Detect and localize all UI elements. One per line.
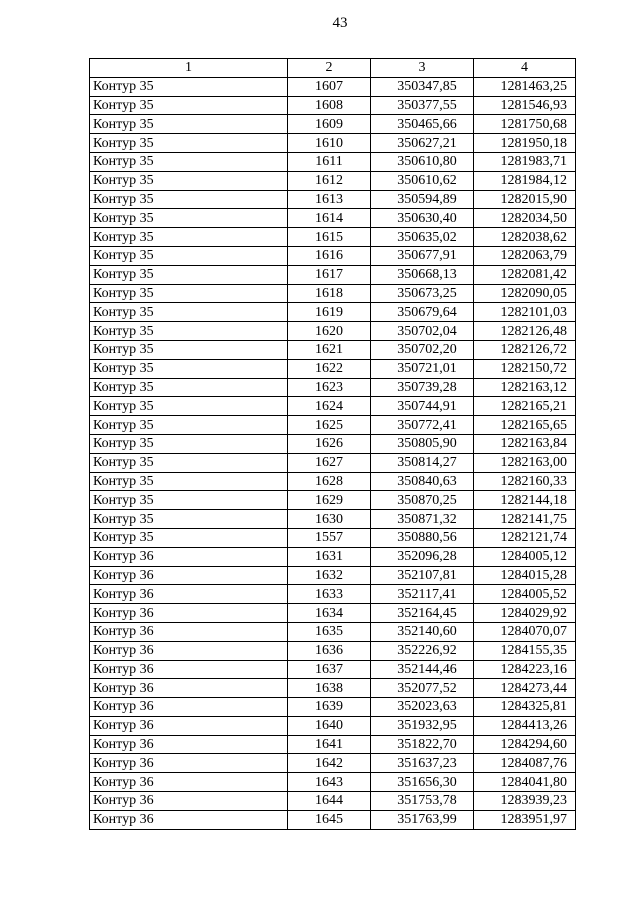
column-header-2: 2 — [288, 59, 371, 78]
table-row — [90, 528, 576, 547]
contour-name-cell: Контур 35 — [90, 472, 288, 491]
table-row — [90, 378, 576, 397]
y-coordinate-cell: 1282126,72 — [474, 340, 576, 359]
table-header-row — [90, 59, 576, 78]
contour-name-cell: Контур 35 — [90, 134, 288, 153]
table-row — [90, 698, 576, 717]
table-row — [90, 96, 576, 115]
contour-name-cell: Контур 36 — [90, 754, 288, 773]
table-row — [90, 566, 576, 585]
contour-name-cell: Контур 35 — [90, 378, 288, 397]
contour-name-cell: Контур 35 — [90, 359, 288, 378]
contour-name-cell: Контур 35 — [90, 171, 288, 190]
table-row — [90, 754, 576, 773]
x-coordinate-cell: 350635,02 — [371, 228, 474, 247]
point-number-cell: 1636 — [288, 641, 371, 660]
point-number-cell: 1613 — [288, 190, 371, 209]
y-coordinate-cell: 1284015,28 — [474, 566, 576, 585]
y-coordinate-cell: 1284041,80 — [474, 773, 576, 792]
table-row — [90, 284, 576, 303]
y-coordinate-cell: 1284005,52 — [474, 585, 576, 604]
x-coordinate-cell: 352077,52 — [371, 679, 474, 698]
x-coordinate-cell: 350677,91 — [371, 246, 474, 265]
point-number-cell: 1625 — [288, 416, 371, 435]
point-number-cell: 1637 — [288, 660, 371, 679]
point-number-cell: 1616 — [288, 246, 371, 265]
x-coordinate-cell: 350630,40 — [371, 209, 474, 228]
x-coordinate-cell: 350814,27 — [371, 453, 474, 472]
contour-name-cell: Контур 36 — [90, 641, 288, 660]
column-header-1: 1 — [90, 59, 288, 78]
y-coordinate-cell: 1284087,76 — [474, 754, 576, 773]
y-coordinate-cell: 1281984,12 — [474, 171, 576, 190]
point-number-cell: 1643 — [288, 773, 371, 792]
contour-name-cell: Контур 36 — [90, 810, 288, 829]
x-coordinate-cell: 350702,20 — [371, 340, 474, 359]
y-coordinate-cell: 1281750,68 — [474, 115, 576, 134]
table-row — [90, 190, 576, 209]
point-number-cell: 1633 — [288, 585, 371, 604]
table-row — [90, 547, 576, 566]
table-row — [90, 416, 576, 435]
point-number-cell: 1641 — [288, 735, 371, 754]
point-number-cell: 1640 — [288, 716, 371, 735]
y-coordinate-cell: 1281546,93 — [474, 96, 576, 115]
point-number-cell: 1619 — [288, 303, 371, 322]
table-row — [90, 510, 576, 529]
contour-name-cell: Контур 35 — [90, 322, 288, 341]
x-coordinate-cell: 352140,60 — [371, 622, 474, 641]
contour-name-cell: Контур 35 — [90, 528, 288, 547]
column-header-3: 3 — [371, 59, 474, 78]
x-coordinate-cell: 350744,91 — [371, 397, 474, 416]
point-number-cell: 1627 — [288, 453, 371, 472]
point-number-cell: 1623 — [288, 378, 371, 397]
point-number-cell: 1607 — [288, 77, 371, 96]
table-row — [90, 77, 576, 96]
point-number-cell: 1618 — [288, 284, 371, 303]
table-row — [90, 152, 576, 171]
point-number-cell: 1612 — [288, 171, 371, 190]
y-coordinate-cell: 1284413,26 — [474, 716, 576, 735]
x-coordinate-cell: 352144,46 — [371, 660, 474, 679]
y-coordinate-cell: 1284005,12 — [474, 547, 576, 566]
x-coordinate-cell: 350880,56 — [371, 528, 474, 547]
contour-name-cell: Контур 35 — [90, 152, 288, 171]
x-coordinate-cell: 351753,78 — [371, 792, 474, 811]
point-number-cell: 1609 — [288, 115, 371, 134]
y-coordinate-cell: 1282165,21 — [474, 397, 576, 416]
x-coordinate-cell: 352226,92 — [371, 641, 474, 660]
contour-name-cell: Контур 35 — [90, 340, 288, 359]
x-coordinate-cell: 351763,99 — [371, 810, 474, 829]
y-coordinate-cell: 1282034,50 — [474, 209, 576, 228]
table-row — [90, 171, 576, 190]
table-row — [90, 716, 576, 735]
contour-name-cell: Контур 36 — [90, 716, 288, 735]
y-coordinate-cell: 1282163,00 — [474, 453, 576, 472]
table-row — [90, 209, 576, 228]
table-row — [90, 585, 576, 604]
y-coordinate-cell: 1282144,18 — [474, 491, 576, 510]
contour-name-cell: Контур 36 — [90, 679, 288, 698]
contour-name-cell: Контур 36 — [90, 735, 288, 754]
y-coordinate-cell: 1282150,72 — [474, 359, 576, 378]
table-row — [90, 115, 576, 134]
contour-name-cell: Контур 35 — [90, 265, 288, 284]
contour-name-cell: Контур 35 — [90, 115, 288, 134]
x-coordinate-cell: 350627,21 — [371, 134, 474, 153]
y-coordinate-cell: 1282090,05 — [474, 284, 576, 303]
point-number-cell: 1622 — [288, 359, 371, 378]
table-row — [90, 491, 576, 510]
y-coordinate-cell: 1284029,92 — [474, 604, 576, 623]
table-row — [90, 735, 576, 754]
y-coordinate-cell: 1284223,16 — [474, 660, 576, 679]
contour-name-cell: Контур 36 — [90, 566, 288, 585]
point-number-cell: 1645 — [288, 810, 371, 829]
point-number-cell: 1626 — [288, 434, 371, 453]
point-number-cell: 1644 — [288, 792, 371, 811]
coordinates-table — [89, 58, 576, 830]
table-row — [90, 604, 576, 623]
y-coordinate-cell: 1284294,60 — [474, 735, 576, 754]
y-coordinate-cell: 1283951,97 — [474, 810, 576, 829]
contour-name-cell: Контур 36 — [90, 698, 288, 717]
table-row — [90, 246, 576, 265]
y-coordinate-cell: 1282121,74 — [474, 528, 576, 547]
point-number-cell: 1621 — [288, 340, 371, 359]
y-coordinate-cell: 1282015,90 — [474, 190, 576, 209]
contour-name-cell: Контур 35 — [90, 284, 288, 303]
contour-name-cell: Контур 36 — [90, 604, 288, 623]
contour-name-cell: Контур 35 — [90, 397, 288, 416]
contour-name-cell: Контур 35 — [90, 416, 288, 435]
contour-name-cell: Контур 35 — [90, 190, 288, 209]
x-coordinate-cell: 352096,28 — [371, 547, 474, 566]
contour-name-cell: Контур 36 — [90, 773, 288, 792]
table-row — [90, 810, 576, 829]
x-coordinate-cell: 352107,81 — [371, 566, 474, 585]
page-number: 43 — [332, 15, 348, 31]
point-number-cell: 1631 — [288, 547, 371, 566]
y-coordinate-cell: 1284155,35 — [474, 641, 576, 660]
point-number-cell: 1615 — [288, 228, 371, 247]
x-coordinate-cell: 350772,41 — [371, 416, 474, 435]
table-row — [90, 434, 576, 453]
point-number-cell: 1630 — [288, 510, 371, 529]
x-coordinate-cell: 350702,04 — [371, 322, 474, 341]
y-coordinate-cell: 1284325,81 — [474, 698, 576, 717]
contour-name-cell: Контур 35 — [90, 303, 288, 322]
x-coordinate-cell: 350679,64 — [371, 303, 474, 322]
contour-name-cell: Контур 35 — [90, 228, 288, 247]
contour-name-cell: Контур 36 — [90, 585, 288, 604]
table-row — [90, 472, 576, 491]
contour-name-cell: Контур 36 — [90, 547, 288, 566]
y-coordinate-cell: 1284070,07 — [474, 622, 576, 641]
y-coordinate-cell: 1282165,65 — [474, 416, 576, 435]
table-row — [90, 622, 576, 641]
x-coordinate-cell: 350721,01 — [371, 359, 474, 378]
x-coordinate-cell: 350594,89 — [371, 190, 474, 209]
point-number-cell: 1638 — [288, 679, 371, 698]
y-coordinate-cell: 1282101,03 — [474, 303, 576, 322]
contour-name-cell: Контур 35 — [90, 510, 288, 529]
point-number-cell: 1608 — [288, 96, 371, 115]
table-row — [90, 773, 576, 792]
y-coordinate-cell: 1283939,23 — [474, 792, 576, 811]
x-coordinate-cell: 352164,45 — [371, 604, 474, 623]
table-row — [90, 453, 576, 472]
x-coordinate-cell: 350871,32 — [371, 510, 474, 529]
x-coordinate-cell: 351932,95 — [371, 716, 474, 735]
point-number-cell: 1628 — [288, 472, 371, 491]
table-row — [90, 134, 576, 153]
x-coordinate-cell: 352117,41 — [371, 585, 474, 604]
y-coordinate-cell: 1281983,71 — [474, 152, 576, 171]
y-coordinate-cell: 1282141,75 — [474, 510, 576, 529]
contour-name-cell: Контур 35 — [90, 209, 288, 228]
x-coordinate-cell: 351656,30 — [371, 773, 474, 792]
table-row — [90, 265, 576, 284]
y-coordinate-cell: 1282038,62 — [474, 228, 576, 247]
y-coordinate-cell: 1282163,84 — [474, 434, 576, 453]
contour-name-cell: Контур 36 — [90, 660, 288, 679]
table-row — [90, 359, 576, 378]
y-coordinate-cell: 1282163,12 — [474, 378, 576, 397]
table-row — [90, 641, 576, 660]
y-coordinate-cell: 1284273,44 — [474, 679, 576, 698]
contour-name-cell: Контур 36 — [90, 622, 288, 641]
x-coordinate-cell: 350870,25 — [371, 491, 474, 510]
point-number-cell: 1617 — [288, 265, 371, 284]
point-number-cell: 1624 — [288, 397, 371, 416]
point-number-cell: 1632 — [288, 566, 371, 585]
table-body — [90, 77, 576, 829]
column-header-4: 4 — [474, 59, 576, 78]
y-coordinate-cell: 1282081,42 — [474, 265, 576, 284]
point-number-cell: 1610 — [288, 134, 371, 153]
x-coordinate-cell: 350465,66 — [371, 115, 474, 134]
table-row — [90, 322, 576, 341]
table-row — [90, 303, 576, 322]
table-row — [90, 340, 576, 359]
x-coordinate-cell: 350840,63 — [371, 472, 474, 491]
x-coordinate-cell: 350673,25 — [371, 284, 474, 303]
contour-name-cell: Контур 35 — [90, 96, 288, 115]
x-coordinate-cell: 351822,70 — [371, 735, 474, 754]
x-coordinate-cell: 352023,63 — [371, 698, 474, 717]
point-number-cell: 1642 — [288, 754, 371, 773]
y-coordinate-cell: 1282160,33 — [474, 472, 576, 491]
table-row — [90, 679, 576, 698]
x-coordinate-cell: 350347,85 — [371, 77, 474, 96]
point-number-cell: 1557 — [288, 528, 371, 547]
y-coordinate-cell: 1282126,48 — [474, 322, 576, 341]
y-coordinate-cell: 1281463,25 — [474, 77, 576, 96]
contour-name-cell: Контур 36 — [90, 792, 288, 811]
x-coordinate-cell: 351637,23 — [371, 754, 474, 773]
contour-name-cell: Контур 35 — [90, 453, 288, 472]
point-number-cell: 1611 — [288, 152, 371, 171]
y-coordinate-cell: 1282063,79 — [474, 246, 576, 265]
point-number-cell: 1635 — [288, 622, 371, 641]
x-coordinate-cell: 350377,55 — [371, 96, 474, 115]
x-coordinate-cell: 350805,90 — [371, 434, 474, 453]
x-coordinate-cell: 350668,13 — [371, 265, 474, 284]
contour-name-cell: Контур 35 — [90, 434, 288, 453]
table-row — [90, 660, 576, 679]
contour-name-cell: Контур 35 — [90, 77, 288, 96]
contour-name-cell: Контур 35 — [90, 491, 288, 510]
x-coordinate-cell: 350739,28 — [371, 378, 474, 397]
x-coordinate-cell: 350610,62 — [371, 171, 474, 190]
point-number-cell: 1614 — [288, 209, 371, 228]
table-row — [90, 228, 576, 247]
y-coordinate-cell: 1281950,18 — [474, 134, 576, 153]
table-row — [90, 792, 576, 811]
x-coordinate-cell: 350610,80 — [371, 152, 474, 171]
point-number-cell: 1629 — [288, 491, 371, 510]
point-number-cell: 1620 — [288, 322, 371, 341]
contour-name-cell: Контур 35 — [90, 246, 288, 265]
point-number-cell: 1634 — [288, 604, 371, 623]
point-number-cell: 1639 — [288, 698, 371, 717]
table-row — [90, 397, 576, 416]
